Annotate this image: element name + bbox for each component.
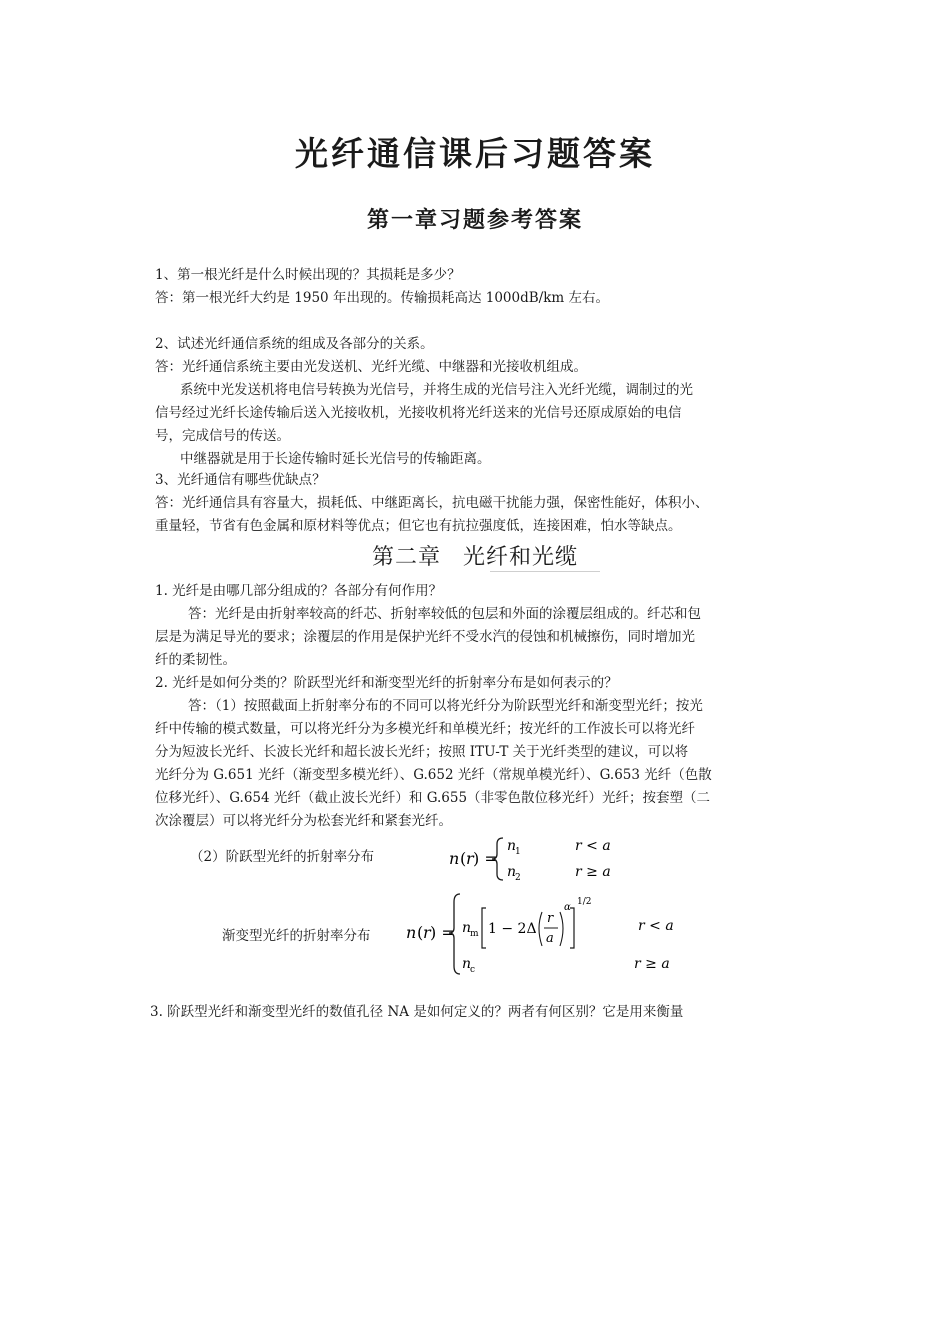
svg-text:c: c [470,965,476,975]
formula1-label: （2）阶跃型光纤的折射率分布 [190,849,375,865]
ch2-answer-2: 位移光纤）、G.654 光纤（截止波长光纤）和 G.655（非零色散位移光纤）光纤；按套塑（二 [155,790,711,806]
svg-text:r: r [423,923,431,942]
svg-text:) =: ) = [473,849,498,868]
svg-text:α: α [564,902,571,913]
svg-text:2: 2 [515,873,521,883]
svg-text:n: n [507,838,517,854]
svg-text:r: r [547,911,554,926]
formula2-label: 渐变型光纤的折射率分布 [222,928,371,944]
ch1-question-2: 2、试述光纤通信系统的组成及各部分的关系。 [155,336,434,352]
svg-text:r ≥ a: r ≥ a [634,956,670,972]
step-index-formula [445,832,645,886]
svg-text:(: ( [460,849,467,868]
svg-text:(: ( [417,923,424,942]
ch2-question-2: 2. 光纤是如何分类的？阶跃型光纤和渐变型光纤的折射率分布是如何表示的？ [155,675,618,691]
svg-text:a: a [546,931,554,946]
ch1-answer-3: 重量轻，节省有色金属和原材料等优点；但它也有抗拉强度低，连接困难，怕水等缺点。 [155,518,682,534]
svg-text:n: n [507,864,517,880]
ch1-answer-2-para: 号，完成信号的传送。 [155,428,290,444]
svg-text:1 − 2Δ: 1 − 2Δ [488,921,537,937]
svg-text:n: n [462,920,472,936]
chapter2-heading [0,540,950,571]
graded-index-formula [402,890,692,978]
svg-text:r ≥ a: r ≥ a [575,864,611,880]
ch2-answer-2: 答：（1）按照截面上折射率分布的不同可以将光纤分为阶跃型光纤和渐变型光纤；按光 [188,698,703,714]
ch2-answer-1: 层是为满足导光的要求；涂覆层的作用是保护光纤不受水汽的侵蚀和机械擦伤，同时增加光 [155,629,695,645]
svg-text:) =: ) = [430,923,455,942]
chapter2-number: 第二章 [371,545,441,570]
svg-text:1/2: 1/2 [577,897,592,907]
svg-text:r: r [466,849,474,868]
divider [490,571,600,572]
ch1-question-1: 1、第一根光纤是什么时候出现的？其损耗是多少？ [155,267,461,283]
ch1-answer-2-relay: 中继器就是用于长途传输时延长光信号的传输距离。 [180,451,491,467]
document-title: 光纤通信课后习题答案 [295,134,655,173]
ch1-answer-2: 答：光纤通信系统主要由光发送机、光纤光缆、中继器和光接收机组成。 [155,359,587,375]
ch2-answer-2: 纤中传输的模式数量，可以将光纤分为多模光纤和单模光纤；按光纤的工作波长可以将光纤 [155,721,695,737]
ch1-answer-1: 答：第一根光纤大约是 1950 年出现的。传输损耗高达 1000dB/km 左右。 [155,290,609,306]
ch2-answer-2: 次涂覆层）可以将光纤分为松套光纤和紧套光纤。 [155,813,452,829]
ch1-answer-2-para: 系统中光发送机将电信号转换为光信号，并将生成的光信号注入光纤光缆，调制过的光 [180,382,693,398]
svg-text:r < a: r < a [638,918,674,934]
ch2-answer-1: 纤的柔韧性。 [155,652,236,668]
chapter1-heading: 第一章习题参考答案 [366,207,583,233]
ch1-answer-2-para: 信号经过光纤长途传输后送入光接收机，光接收机将光纤送来的光信号还原成原始的电信 [155,405,682,421]
ch2-question-3: 3. 阶跃型光纤和渐变型光纤的数值孔径 NA 是如何定义的？两者有何区别？它是用来衡量 [150,1004,684,1020]
svg-text:n: n [406,923,417,942]
svg-text:r < a: r < a [575,838,611,854]
ch2-answer-2: 分为短波长光纤、长波长光纤和超长波长光纤；按照 ITU-T 关于光纤类型的建议，可以将 [155,744,689,760]
ch2-answer-1: 答：光纤是由折射率较高的纤芯、折射率较低的包层和外面的涂覆层组成的。纤芯和包 [188,606,701,622]
ch2-answer-2: 光纤分为 G.651 光纤（渐变型多模光纤）、G.652 光纤（常规单模光纤）、G.653 光纤（色散 [155,767,712,783]
svg-text:1: 1 [515,847,521,857]
svg-text:n: n [449,849,460,868]
svg-text:n: n [462,956,472,972]
svg-text:m: m [470,929,479,939]
chapter2-title: 光纤和光缆 [463,545,579,570]
ch1-answer-3: 答：光纤通信具有容量大，损耗低、中继距离长，抗电磁干扰能力强，保密性能好，体积小、 [155,495,709,511]
ch1-question-3: 3、光纤通信有哪些优缺点？ [155,472,326,488]
ch2-question-1: 1. 光纤是由哪几部分组成的？各部分有何作用？ [155,583,443,599]
